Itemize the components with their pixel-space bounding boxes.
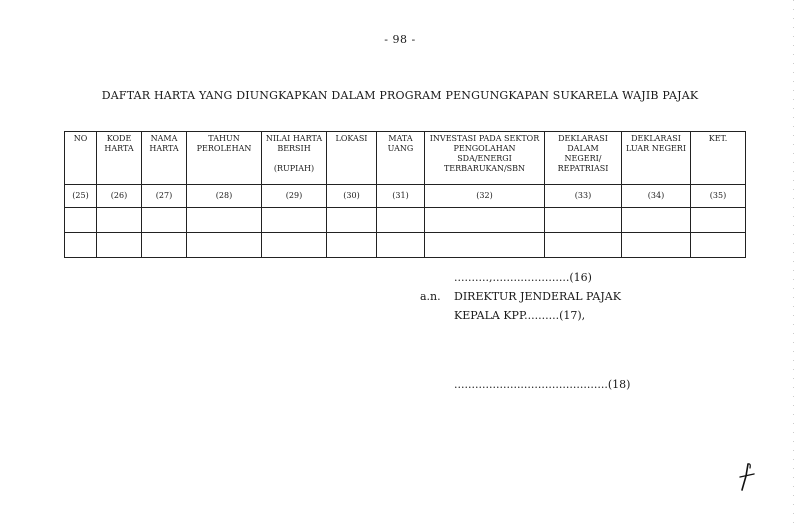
- table-cell: [327, 233, 377, 258]
- header-nilai-harta: NILAI HARTA BERSIH (RUPIAH): [262, 132, 327, 185]
- table-cell: [65, 233, 97, 258]
- table-cell: [97, 208, 142, 233]
- column-number: (35): [691, 185, 746, 208]
- header-keterangan: KET.: [691, 132, 746, 185]
- header-tahun-perolehan: TAHUN PEROLEHAN: [187, 132, 262, 185]
- header-deklarasi-dalam-negeri: DEKLARASI DALAM NEGERI/ REPATRIASI: [545, 132, 622, 185]
- table-cell: [545, 208, 622, 233]
- column-number: (33): [545, 185, 622, 208]
- header-no: NO: [65, 132, 97, 185]
- table-cell: [327, 208, 377, 233]
- place-date-line: [420, 268, 621, 287]
- table-header-row: [65, 132, 746, 185]
- table-row: [65, 208, 746, 233]
- header-mata-uang: MATA UANG: [377, 132, 425, 185]
- table-cell: [377, 233, 425, 258]
- table-cell: [691, 208, 746, 233]
- column-number-row: [65, 185, 746, 208]
- header-investasi: INVESTASI PADA SEKTOR PENGOLAHAN SDA/ENERGI TERBARUKAN/SBN: [425, 132, 545, 185]
- table-cell: [187, 208, 262, 233]
- place-date: ..........,......................(16): [454, 271, 592, 284]
- column-number: (34): [622, 185, 691, 208]
- table-cell: [425, 233, 545, 258]
- column-number: (28): [187, 185, 262, 208]
- table-cell: [691, 233, 746, 258]
- header-kode-harta: KODE HARTA: [97, 132, 142, 185]
- scan-edge: [793, 0, 794, 523]
- header-nama-harta: NAMA HARTA: [142, 132, 187, 185]
- signature-block: [420, 268, 621, 325]
- table-cell: [622, 208, 691, 233]
- table-cell: [425, 208, 545, 233]
- signature-line: ............................................(18): [454, 378, 631, 391]
- table-cell: [622, 233, 691, 258]
- table-cell: [97, 233, 142, 258]
- header-lokasi: LOKASI: [327, 132, 377, 185]
- table-cell: [377, 208, 425, 233]
- column-number: (27): [142, 185, 187, 208]
- asset-table: [64, 131, 746, 258]
- table-cell: [142, 208, 187, 233]
- table-cell: [262, 233, 327, 258]
- page-number: - 98 -: [384, 33, 416, 46]
- table-cell: [187, 233, 262, 258]
- column-number: (26): [97, 185, 142, 208]
- office-line: [420, 306, 621, 325]
- column-number: (32): [425, 185, 545, 208]
- column-number: (31): [377, 185, 425, 208]
- column-number: (29): [262, 185, 327, 208]
- table-cell: [65, 208, 97, 233]
- column-number: (25): [65, 185, 97, 208]
- table-cell: [142, 233, 187, 258]
- office-title: KEPALA KPP..........(17),: [454, 309, 586, 322]
- table-cell: [545, 233, 622, 258]
- column-number: (30): [327, 185, 377, 208]
- document-title: DAFTAR HARTA YANG DIUNGKAPKAN DALAM PROGRAM PENGUNGKAPAN SUKARELA WAJIB PAJAK: [101, 89, 699, 102]
- header-deklarasi-luar-negeri: DEKLARASI LUAR NEGERI: [622, 132, 691, 185]
- table-row: [65, 233, 746, 258]
- official-title: DIREKTUR JENDERAL PAJAK: [454, 290, 621, 303]
- an-prefix: a.n.: [420, 290, 441, 303]
- official-line: [420, 287, 621, 306]
- table-cell: [262, 208, 327, 233]
- initial-mark: [736, 462, 758, 492]
